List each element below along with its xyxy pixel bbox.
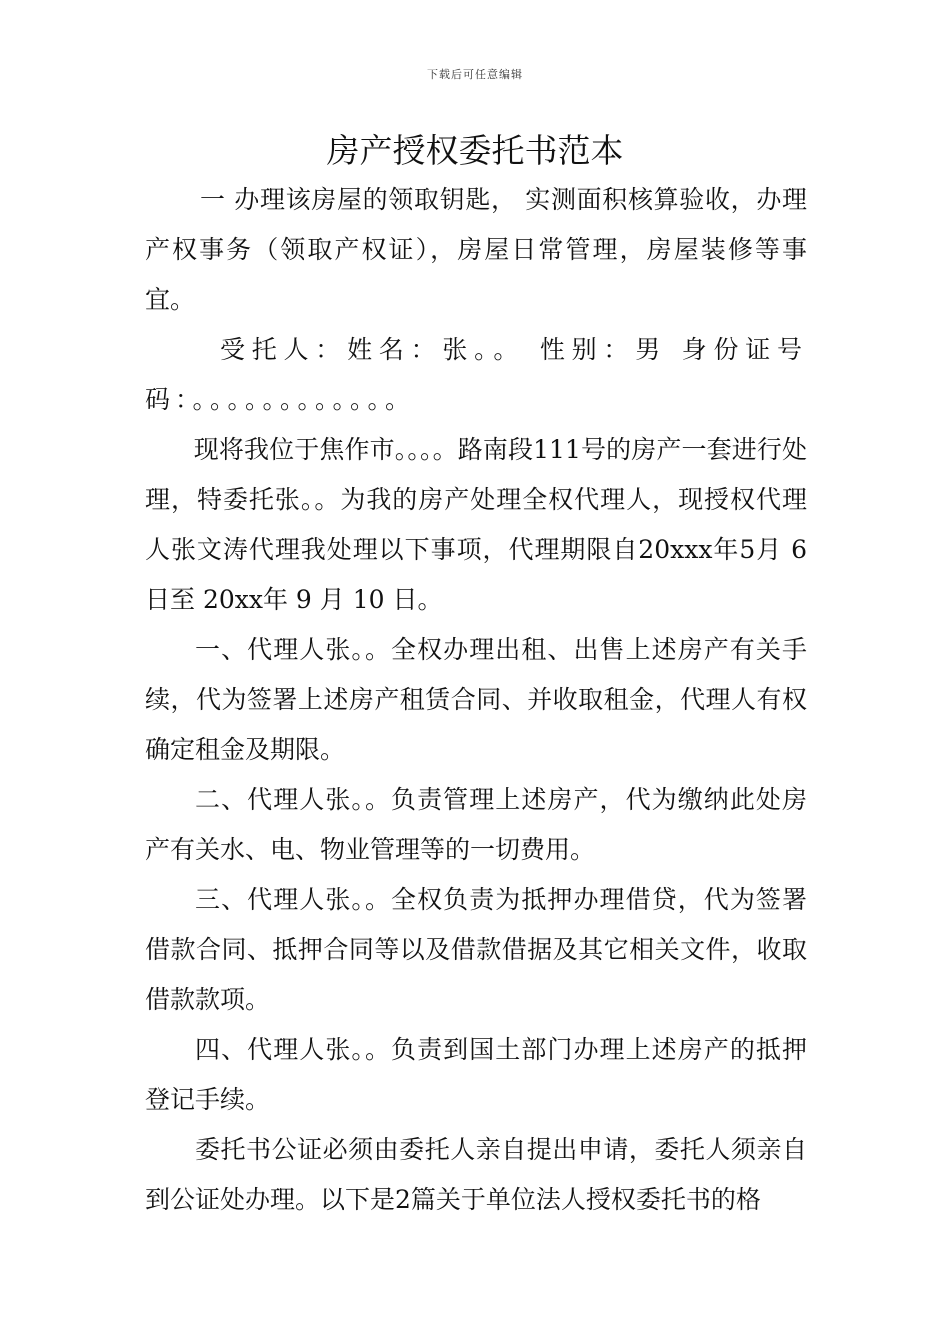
- paragraph-item-1: 一、代理人张。。全权办理出租、出售上述房产有关手续，代为签署上述房产租赁合同、并收取租金，代理人有权确定租金及期限。: [145, 635, 807, 764]
- document-body: [145, 175, 807, 1225]
- paragraph-agent-info: 受托人：姓名：张。。 性别：男 身份证号码：。。。。。。。。。。。。: [145, 335, 807, 414]
- paragraph-item-2: 二、代理人张。。负责管理上述房产，代为缴纳此处房产有关水、电、物业管理等的一切费用。: [145, 785, 807, 864]
- paragraph-item-4: 四、代理人张。。负责到国土部门办理上述房产的抵押登记手续。: [145, 1035, 807, 1114]
- paragraph-property-location: 现将我位于焦作市。。。。路南段111号的房产一套进行处理，特委托张。。为我的房产处理全权代理人，现授权代理人张文涛代理我处理以下事项，代理期限自20xxx年5月 6 日至 20xx年 9 月 10 日。: [145, 435, 807, 614]
- paragraph-matters: 一 办理该房屋的领取钥匙， 实测面积核算验收，办理产权事务（领取产权证），房屋日常管理，房屋装修等事宜。: [145, 185, 807, 314]
- document-title: 房产授权委托书范本: [326, 131, 624, 170]
- paragraph-item-3: 三、代理人张。。全权负责为抵押办理借贷，代为签署借款合同、抵押合同等以及借款借据及其它相关文件，收取借款款项。: [145, 885, 807, 1014]
- header-note: 下载后可任意编辑: [427, 68, 523, 81]
- paragraph-notary: 委托书公证必须由委托人亲自提出申请，委托人须亲自到公证处办理。以下是2篇关于单位法人授权委托书的格: [145, 1135, 807, 1214]
